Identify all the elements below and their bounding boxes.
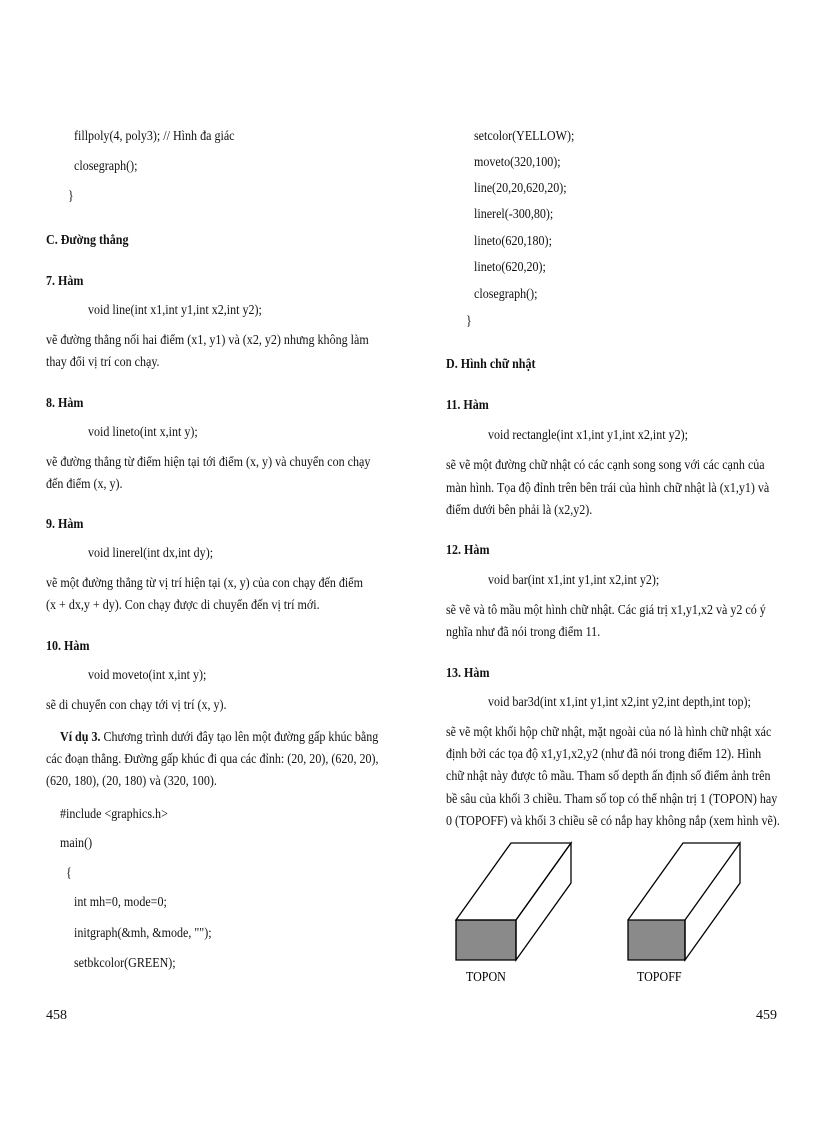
function-heading: 11. Hàm bbox=[446, 398, 489, 413]
function-heading: 9. Hàm bbox=[46, 517, 84, 532]
code-line: line(20,20,620,20); bbox=[474, 181, 567, 196]
label-topoff: TOPOFF bbox=[637, 968, 682, 985]
box-topon-top bbox=[456, 843, 571, 920]
code-line: fillpoly(4, poly3); // Hình đa giác bbox=[74, 129, 235, 144]
example-text: Chương trình dưới đây tạo lên một đường gấp khúc bằng bbox=[100, 730, 379, 745]
function-signature: void line(int x1,int y1,int x2,int y2); bbox=[88, 303, 262, 318]
paragraph-line: (620, 180), (20, 180) và (320, 100). bbox=[46, 774, 217, 789]
paragraph-line: điểm dưới bên phải là (x2,y2). bbox=[446, 503, 593, 518]
code-line: } bbox=[466, 314, 472, 329]
paragraph-line: vẽ đường thẳng từ điểm hiện tại tới điểm (x, y) và chuyển con chạy bbox=[46, 455, 371, 470]
section-heading: C. Đường thẳng bbox=[46, 233, 129, 248]
box-topoff-side bbox=[685, 843, 740, 960]
function-signature: void lineto(int x,int y); bbox=[88, 425, 198, 440]
code-line: int mh=0, mode=0; bbox=[74, 895, 167, 910]
code-line: { bbox=[66, 866, 72, 881]
bar3d-figure bbox=[440, 835, 780, 985]
example-label: Ví dụ 3. bbox=[60, 730, 101, 745]
paragraph-line: vẽ đường thẳng nối hai điểm (x1, y1) và (x2, y2) nhưng không làm bbox=[46, 333, 369, 348]
code-line: lineto(620,180); bbox=[474, 234, 552, 249]
paragraph-line: vẽ một đường thẳng từ vị trí hiện tại (x, y) của con chạy đến điểm bbox=[46, 576, 363, 591]
section-heading: D. Hình chữ nhật bbox=[446, 357, 536, 372]
paragraph-line: sẽ vẽ một đường chữ nhật có các cạnh song song với các cạnh của bbox=[446, 458, 765, 473]
box-topoff-front bbox=[628, 920, 685, 960]
box-topoff-edge-left bbox=[628, 843, 740, 920]
function-heading: 10. Hàm bbox=[46, 639, 90, 654]
code-line: linerel(-300,80); bbox=[474, 207, 554, 222]
paragraph-line: thay đổi vị trí con chạy. bbox=[46, 355, 160, 370]
code-line: main() bbox=[60, 836, 93, 851]
paragraph-line: định bởi các tọa độ x1,y1,x2,y2 (như đã nói trong điểm 12). Hình bbox=[446, 747, 762, 762]
page-number: 458 bbox=[46, 1008, 67, 1023]
paragraph-line: màn hình. Tọa độ đỉnh trên bên trái của hình chữ nhật là (x1,y1) và bbox=[446, 481, 770, 496]
paragraph-line: (x + dx,y + dy). Con chạy được di chuyển đến vị trí mới. bbox=[46, 598, 320, 613]
function-signature: void linerel(int dx,int dy); bbox=[88, 546, 214, 561]
paragraph-line: sẽ vẽ và tô mầu một hình chữ nhật. Các giá trị x1,y1,x2 và y2 có ý bbox=[446, 603, 766, 618]
example-line bbox=[60, 729, 378, 747]
code-line: setcolor(YELLOW); bbox=[474, 129, 575, 144]
function-signature: void bar3d(int x1,int y1,int x2,int y2,int depth,int top); bbox=[488, 695, 751, 710]
code-line: #include <graphics.h> bbox=[60, 807, 168, 822]
code-line: moveto(320,100); bbox=[474, 155, 561, 170]
paragraph-line: bề sâu của khối 3 chiều. Tham số top có thể nhận trị 1 (TOPON) hay bbox=[446, 792, 778, 807]
paragraph-line: 0 (TOPOFF) và khối 3 chiều sẽ có nắp hay không nắp (xem hình vẽ). bbox=[446, 814, 780, 829]
label-topon: TOPON bbox=[466, 968, 506, 985]
paragraph-line: các đoạn thẳng. Đường gấp khúc đi qua các đỉnh: (20, 20), (620, 20), bbox=[46, 752, 379, 767]
paragraph-line: sẽ vẽ một khối hộp chữ nhật, mặt ngoài của nó là hình chữ nhật xác bbox=[446, 725, 772, 740]
function-heading: 7. Hàm bbox=[46, 274, 84, 289]
function-heading: 13. Hàm bbox=[446, 666, 490, 681]
code-line: closegraph(); bbox=[474, 287, 538, 302]
function-heading: 8. Hàm bbox=[46, 396, 84, 411]
paragraph-line: đến điểm (x, y). bbox=[46, 477, 123, 492]
paragraph-line: chữ nhật này được tô mầu. Tham số depth ấn định số điểm ảnh trên bbox=[446, 769, 771, 784]
page-number: 459 bbox=[756, 1008, 777, 1023]
code-line: initgraph(&mh, &mode, ""); bbox=[74, 926, 212, 941]
box-topon-front bbox=[456, 920, 516, 960]
paragraph-line: nghĩa như đã nói trong điểm 11. bbox=[446, 625, 601, 640]
box-topon-side bbox=[516, 843, 571, 960]
paragraph-line: sẽ di chuyển con chạy tới vị trí (x, y). bbox=[46, 698, 227, 713]
function-signature: void moveto(int x,int y); bbox=[88, 668, 207, 683]
box-topoff bbox=[628, 843, 740, 960]
box-topon bbox=[456, 843, 571, 960]
code-line: closegraph(); bbox=[74, 159, 138, 174]
function-heading: 12. Hàm bbox=[446, 543, 490, 558]
code-line: setbkcolor(GREEN); bbox=[74, 956, 176, 971]
code-line: lineto(620,20); bbox=[474, 260, 546, 275]
code-line: } bbox=[68, 189, 74, 204]
function-signature: void bar(int x1,int y1,int x2,int y2); bbox=[488, 573, 660, 588]
function-signature: void rectangle(int x1,int y1,int x2,int y2); bbox=[488, 428, 688, 443]
